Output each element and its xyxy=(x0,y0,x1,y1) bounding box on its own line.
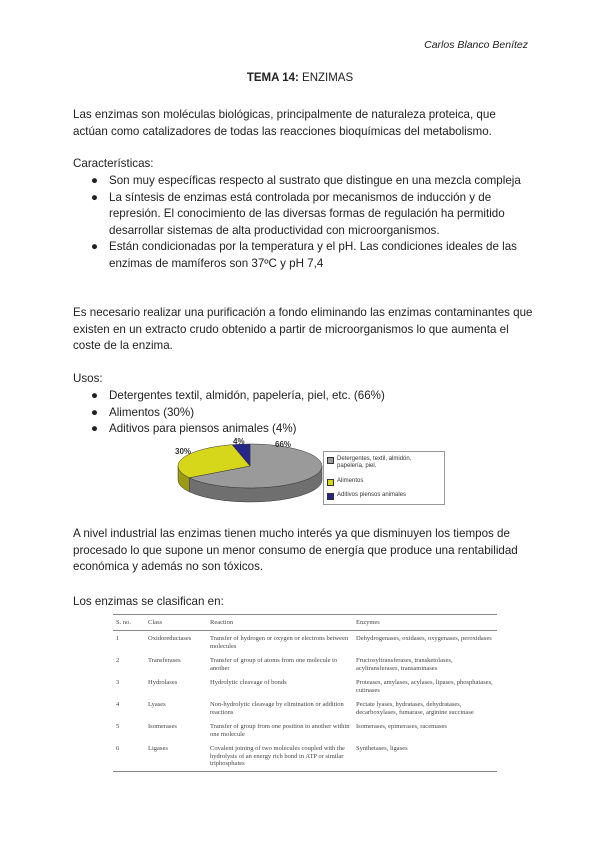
page-title xyxy=(0,72,600,84)
table-cell: Lyases xyxy=(148,701,166,708)
bullet-icon: ● xyxy=(91,190,99,204)
table-row xyxy=(113,631,497,654)
intro-paragraph: Las enzimas son moléculas biológicas, principalmente de naturaleza proteica, que actúan como catalizadores de todas las reacciones bioquímicas del metabolismo. xyxy=(73,108,496,138)
column-header: Reaction xyxy=(207,615,353,631)
usos-pie-chart xyxy=(175,436,445,514)
list-item-text: Están condicionadas por la temperatura y el pH. Las condiciones ideales de las enzimas de mamíferos son 37ºC y pH 7,4 xyxy=(109,240,517,270)
table-cell: Proteases, amylases, acylases, lipases, phosphatases, cutinases xyxy=(356,679,493,694)
chart-legend xyxy=(323,451,445,505)
table-row xyxy=(113,741,497,771)
list-item-text: Detergentes textil, almidón, papelería, piel, etc. (66%) xyxy=(109,389,385,402)
table-row xyxy=(113,719,497,741)
table-cell: Pectate lyases, hydratases, dehydratases, decarboxylases, fumarase, arginine succinase xyxy=(356,701,474,716)
table-cell: Transfer of group of atoms from one molecule to another xyxy=(210,657,338,672)
legend-item xyxy=(327,478,437,486)
list-item-text: Alimentos (30%) xyxy=(109,405,195,419)
table-cell: Non-hydrolytic cleavage by elimination or addition reactions xyxy=(210,701,344,716)
pie-chart-svg xyxy=(175,436,325,514)
caracteristicas-heading: Características: xyxy=(73,157,154,170)
bullet-icon: ● xyxy=(91,422,99,435)
legend-swatch-aditivos xyxy=(327,493,334,500)
bullet-icon: ● xyxy=(91,174,99,187)
bullet-icon: ● xyxy=(91,405,99,419)
table-cell: 4 xyxy=(116,701,120,708)
legend-swatch-detergentes xyxy=(327,457,334,464)
list-item-text: Aditivos para piensos animales (4%) xyxy=(109,422,297,435)
caracteristicas-list xyxy=(73,173,533,272)
table-cell: Fructosyltransferases, transketolases, acyltransferases, transaminases xyxy=(356,657,453,672)
author-name: Carlos Blanco Benítez xyxy=(424,39,528,51)
table-row xyxy=(113,653,497,675)
table-cell: Covalent joining of two molecules coupled with the hydrolysis of an energy rich bond in ATP or similar triphosphates xyxy=(207,741,353,771)
column-header: S. no. xyxy=(113,615,145,631)
table-cell: Transfer of hydrogen or oxygen or electrons between molecules xyxy=(210,635,349,650)
table-cell: Isomerases, epimerases, racemases xyxy=(356,723,447,730)
bullet-icon: ● xyxy=(91,240,99,253)
table-row xyxy=(113,697,497,719)
industrial-paragraph: A nivel industrial las enzimas tienen mucho interés ya que disminuyen los tiempos de procesado lo que supone un menor consumo de energía que produce una rentabilidad económica y además no son tóxicos. xyxy=(73,527,518,573)
table-cell: Hydrolytic cleavage of bonds xyxy=(210,679,287,686)
list-item xyxy=(73,388,533,405)
list-item-text: Son muy específicas respecto al sustrato que distingue en una mezcla compleja xyxy=(109,174,521,187)
legend-label: Aditivos piensos animales xyxy=(337,492,407,498)
legend-swatch-alimentos xyxy=(327,479,334,486)
table-cell: 3 xyxy=(116,679,120,686)
legend-label: Alimentos xyxy=(337,478,364,484)
legend-item xyxy=(327,456,437,470)
table-cell: Synthetases, ligases xyxy=(353,741,497,771)
pie-data-label: 30% xyxy=(175,447,192,456)
table-cell: Ligases xyxy=(145,741,207,771)
column-header: Class xyxy=(145,615,207,631)
enzyme-classification-table xyxy=(113,614,497,772)
table-cell: Transferases xyxy=(148,657,181,664)
legend-label: Detergentes, textil, almidón, papelería, piel. xyxy=(337,456,412,469)
list-item xyxy=(73,239,533,272)
table-cell: 1 xyxy=(116,635,120,642)
legend-item xyxy=(327,492,437,500)
table-cell: Dehydrogenases, oxidases, oxygenases, peroxidases xyxy=(356,635,492,642)
column-header: Enzymes xyxy=(353,615,497,631)
pie-data-label: 4% xyxy=(233,437,245,446)
usos-heading: Usos: xyxy=(73,372,103,385)
bullet-icon: ● xyxy=(91,389,99,402)
title-text: ENZIMAS xyxy=(302,72,354,84)
list-item xyxy=(73,173,533,190)
table-cell: Isomerases xyxy=(148,723,177,730)
table-cell: Transfer of group from one position to another within one molecule xyxy=(210,723,350,738)
table-header-row xyxy=(113,615,497,631)
table-cell: 5 xyxy=(116,723,120,730)
pie-data-label: 66% xyxy=(275,440,292,449)
list-item xyxy=(73,405,533,422)
usos-list xyxy=(73,388,533,438)
list-item xyxy=(73,190,533,240)
title-label: TEMA 14: xyxy=(246,72,299,84)
table-body xyxy=(113,631,497,772)
table-cell: 2 xyxy=(116,657,120,664)
table-cell: Hydrolases xyxy=(148,679,178,686)
list-item-text: La síntesis de enzimas está controlada por mecanismos de inducción y de represión. El conocimiento de las diversas formas de regulación ha permitido desarrollar sistemas de alta productividad con microorganismos. xyxy=(109,190,505,237)
table-cell: 6 xyxy=(113,741,145,771)
clasificacion-heading: Los enzimas se clasifican en: xyxy=(73,595,224,608)
purificacion-paragraph: Es necesario realizar una purificación a fondo eliminando las enzimas contaminantes que existen en un extracto crudo obtenido a partir de microorganismos lo que aumenta el coste de la enzima. xyxy=(73,306,533,352)
table-cell: Oxidoreductases xyxy=(148,635,192,642)
table-row xyxy=(113,675,497,697)
